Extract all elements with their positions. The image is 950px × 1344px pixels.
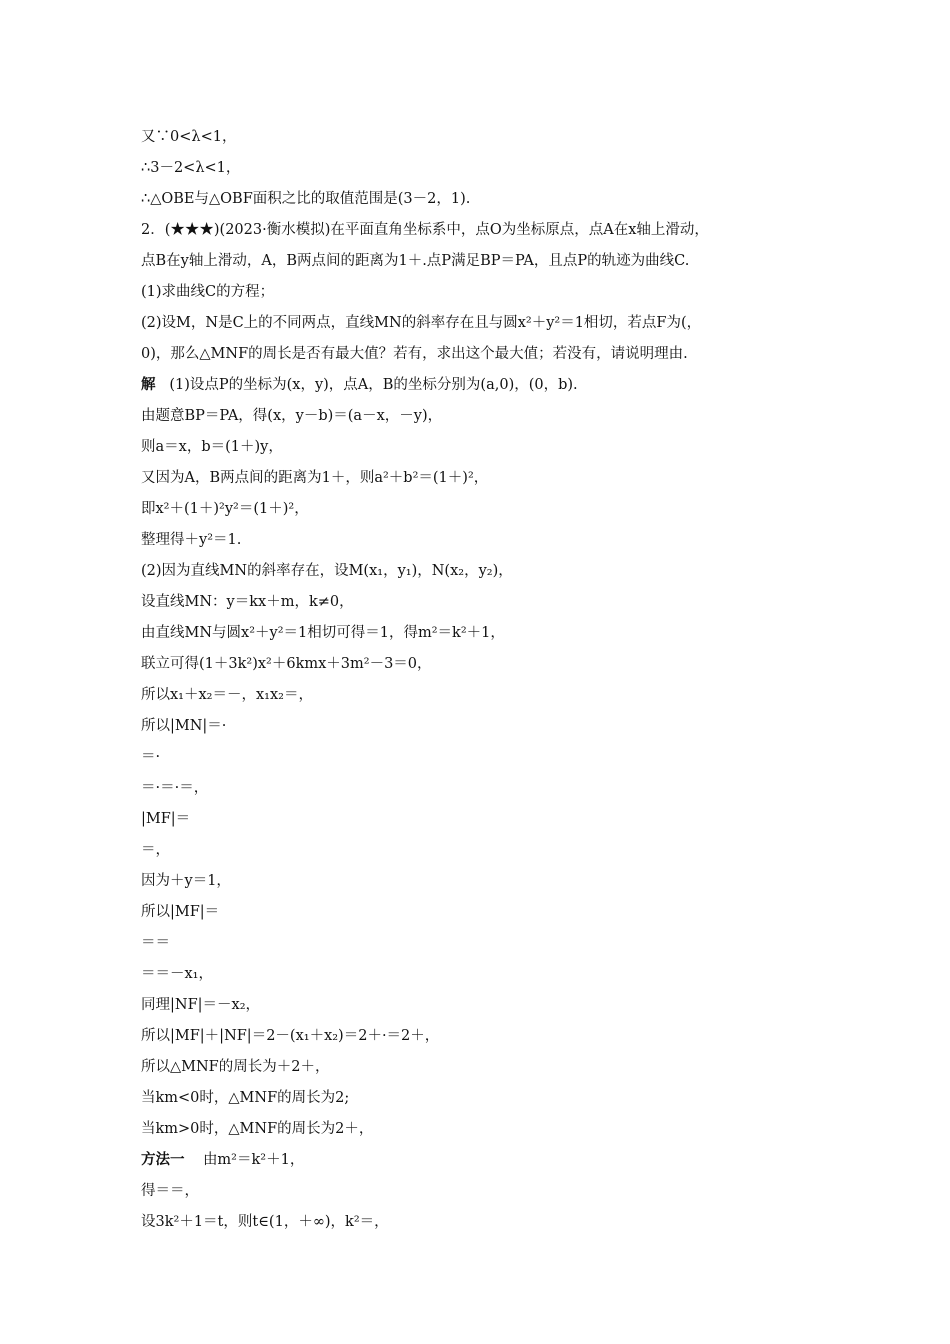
text-line: ＝，	[141, 842, 170, 858]
text-line: 所以x₁＋x₂＝－，x₁x₂＝，	[141, 687, 313, 703]
text-line: 设3k²＋1＝t，则t∈(1，＋∞)，k²＝，	[141, 1214, 389, 1230]
method-1-label: 方法一	[141, 1152, 185, 1168]
text-line: 即x²＋(1＋)²y²＝(1＋)²，	[141, 501, 309, 517]
question-1: (1)求曲线C的方程；	[141, 284, 275, 300]
text-line: 所以△MNF的周长为＋2＋，	[141, 1059, 330, 1075]
text-line: (2)因为直线MN的斜率存在，设M(x₁，y₁)，N(x₂，y₂)，	[141, 563, 513, 579]
text-line: 又因为A，B两点间的距离为1＋，则a²＋b²＝(1＋)²，	[141, 470, 489, 486]
text-line: 点B在y轴上滑动，A，B两点间的距离为1＋.点P满足BP＝PA，且点P的轨迹为曲线C.	[141, 253, 690, 269]
document-page	[141, 122, 821, 1238]
text-line: |MF|＝	[141, 811, 191, 827]
text-line: 由直线MN与圆x²＋y²＝1相切可得＝1，得m²＝k²＋1，	[141, 625, 505, 641]
text-line: ＝＝－x₁，	[141, 966, 213, 982]
solution-label: 解	[141, 377, 156, 393]
text-line: 得＝＝，	[141, 1183, 199, 1199]
problem-2-header: 2．(★★★)(2023·衡水模拟)在平面直角坐标系中，点O为坐标原点，点A在x轴上滑动，	[141, 222, 709, 238]
text-line: ∴3－2<λ<1，	[141, 160, 241, 176]
text-line: 当km>0时，△MNF的周长为2＋，	[141, 1121, 374, 1137]
text-line: ＝·	[141, 749, 161, 765]
method-1-start	[141, 1145, 821, 1176]
question-2: (2)设M，N是C上的不同两点，直线MN的斜率存在且与圆x²＋y²＝1相切，若点F为(，	[141, 315, 702, 331]
text-line: 又∵0<λ<1，	[141, 129, 237, 145]
text-line: ＝＝	[141, 935, 170, 951]
method-1-text: 由m²＝k²＋1，	[202, 1152, 305, 1168]
text-line: 同理|NF|＝－x₂，	[141, 997, 261, 1013]
solution-text: (1)设点P的坐标为(x，y)，点A，B的坐标分别为(a,0)，(0，b).	[169, 377, 578, 393]
text-line: 所以|MF|＝	[141, 904, 220, 920]
text-line: 设直线MN：y＝kx＋m，k≠0，	[141, 594, 354, 610]
text-line: 0)，那么△MNF的周长是否有最大值？若有，求出这个最大值；若没有，请说明理由.	[141, 346, 688, 362]
text-line: 整理得＋y²＝1.	[141, 532, 242, 548]
text-line: 所以|MF|＋|NF|＝2－(x₁＋x₂)＝2＋·＝2＋，	[141, 1028, 440, 1044]
text-line: 所以|MN|＝·	[141, 718, 227, 734]
text-line: 联立可得(1＋3k²)x²＋6kmx＋3m²－3＝0，	[141, 656, 432, 672]
solution-start	[141, 370, 821, 401]
text-line: 则a＝x，b＝(1＋)y，	[141, 439, 283, 455]
text-line: 当km<0时，△MNF的周长为2;	[141, 1090, 350, 1106]
text-line: 因为＋y＝1，	[141, 873, 231, 889]
text-line: ∴△OBE与△OBF面积之比的取值范围是(3－2，1).	[141, 191, 471, 207]
text-line: ＝·＝·＝，	[141, 780, 209, 796]
text-line: 由题意BP＝PA，得(x，y－b)＝(a－x，－y)，	[141, 408, 443, 424]
